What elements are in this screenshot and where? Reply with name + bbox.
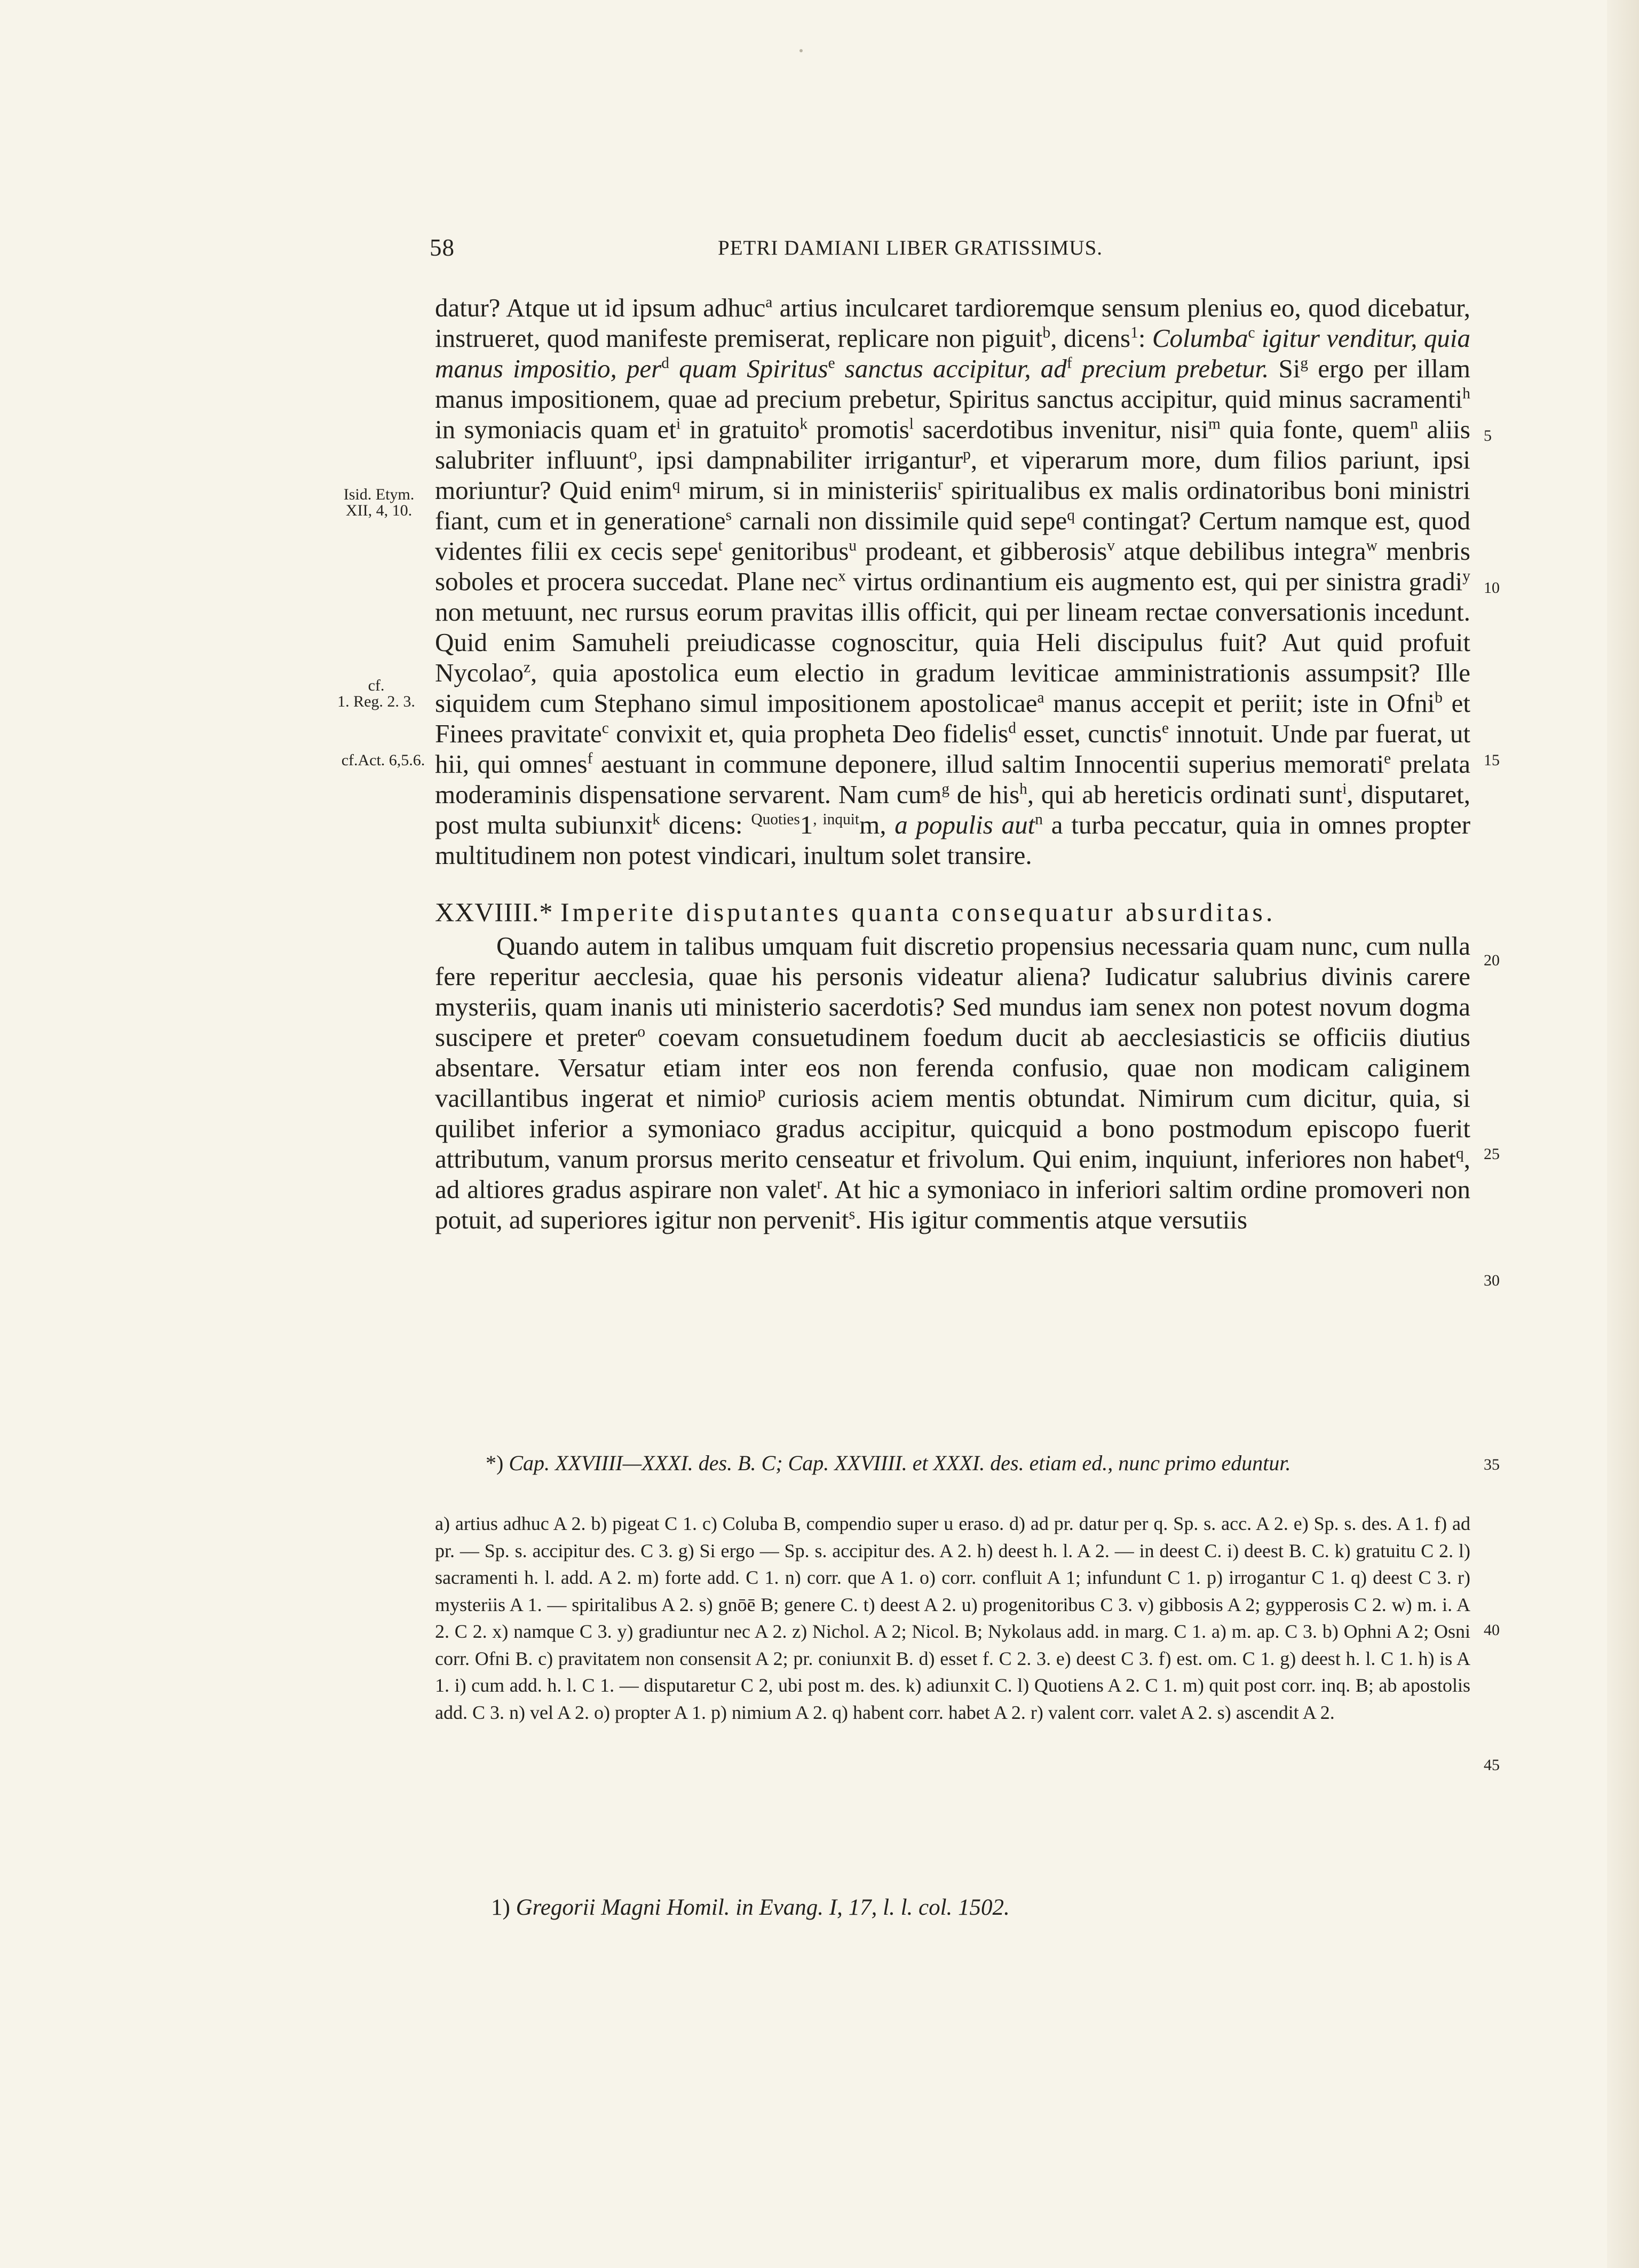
footnote-ref: c xyxy=(601,719,609,737)
body-paragraph: datur? Atque ut id ipsum adhuc$^a$ artius inculcaret tardioremque sensum plenius eo, quod dicebatur, instrueret, quod manifeste premiserat, replicare non piguit$^b$, dicens$^1$: Columba$^c$ igitur venditur, quia manus impositio, per$^d$ quam Spiritus$^e$ sanctus accipitur, $ad^f$ precium prebetur. Si$^g$ ergo per illam manus impositionem, quae ad precium prebetur, Spiritus sanctus accipitur, quid minus sacramenti$^h$ in symoniacis quam $et^i$ in gratuito$^k$ promotis$^l$ sacerdotibus invenitur, nisi$^m$ quia fonte, quem$^n$ aliis salubriter influunt$^o$, ipsi dampnabiliter irrigantur$^p$, et viperarum more, dum filios pariunt, ipsi moriuntur? Quid enim$^q$ mirum, si in ministeriis$^r$ spiritualibus ex malis ordinatoribus boni ministri fiant, cum et in generatione$^s$ carnali non dissimile quid sepe$^q$ contingat? Certum namque est, quod videntes filii ex cecis sepe$^t$ genitoribus$^u$ prodeant, et gibberosis$^v$ atque debilibus integra$^w$ menbris soboles et procera succedat. Plane nec$^x$ virtus ordinantium eis augmento est, qui per sinistra gradi$^y$ non metuunt, nec rursus eorum pravitas illis officit, qui per lineam rectae conversationis incedunt. Quid enim Samuheli preiudicasse cognoscitur, quia Heli discipulus fuit? Aut quid profuit Nycolao$^z$, quia apostolica eum electio in gradum leviticae amministrationis assumpsit? Ille siquidem cum Stephano simul impositionem apostolicae$^a$ manus accepit et periit; iste in Ofni$^b$ et Finees pravitate$^c$ convixit et, quia propheta Deo fidelis$^d$ esset, cunctis$^e$ innotuit. Unde par fuerat, ut hii, qui omnes$^f$ aestuant in commune deponere, illud saltim Innocentii superius memorati$^e$ prelata moderaminis dispensatione servarent. Nam cum$^g$ de his$^h$, qui ab hereticis ordinati sunt$^i$, disputaret, post multa subiunxit$^k$ dicens: $^{Quoties}1^{, inquit}m$, a populis aut$^n$ a turba peccatur, quia in omnes propter multitudinem non potest vindicari, inultum solet transire. xyxy=(435,293,1471,870)
footnote-ref: e xyxy=(828,354,835,372)
footnote-ref: g xyxy=(1300,354,1309,372)
line-number: 20 xyxy=(1484,951,1500,969)
footnote-ref: a xyxy=(1037,689,1044,707)
margin-note-line: XII, 4, 10. xyxy=(345,502,413,519)
footnote-ref: s xyxy=(849,1206,856,1223)
footnote-ref: e xyxy=(1384,750,1391,767)
margin-note-line: cf. xyxy=(368,677,385,694)
footnote-ref: n xyxy=(1035,811,1043,828)
footnote-ref: d xyxy=(661,354,669,372)
footnote-ref: i xyxy=(1342,780,1347,798)
footnote-ref: z xyxy=(524,659,531,676)
footnote-ref: Quoties xyxy=(751,811,800,828)
line-number: 40 xyxy=(1484,1621,1500,1639)
page-header xyxy=(430,234,1481,266)
margin-note-act xyxy=(330,752,437,768)
footnote-ref: c xyxy=(1248,324,1255,342)
footnote-ref: , inquit xyxy=(813,811,860,828)
footnote-ref: t xyxy=(718,537,723,554)
footnote-ref: h xyxy=(1462,385,1470,402)
line-number: 30 xyxy=(1484,1272,1500,1289)
footnote-ref: m xyxy=(1208,415,1221,433)
footnote-ref: e xyxy=(1162,719,1169,737)
footnote-ref: l xyxy=(909,415,914,433)
margin-note-isid xyxy=(331,487,427,519)
footnote-ref: y xyxy=(1462,567,1470,585)
footnote-ref: p xyxy=(963,446,971,463)
quotation: quam Spiritus xyxy=(669,354,828,383)
footnote-ref: k xyxy=(652,811,660,828)
footnote-ref: q xyxy=(672,476,680,494)
quotation: sanctus accipitur, ad xyxy=(835,354,1067,383)
critical-apparatus xyxy=(435,1510,1470,1726)
footnote-text: Gregorii Magni Homil. in Evang. I, 17, l. l. col. 1502. xyxy=(516,1895,1010,1920)
chapter-number: XXVIIII.* xyxy=(435,897,553,927)
footnote-ref: b xyxy=(1042,324,1051,342)
main-text xyxy=(435,292,1470,1235)
line-number: 10 xyxy=(1484,579,1500,597)
source-footnote xyxy=(491,1894,1505,1921)
margin-note-line: Isid. Etym. xyxy=(343,486,415,503)
line-number: 15 xyxy=(1484,751,1500,769)
footnote-ref: b xyxy=(1435,689,1443,707)
footnote-ref: q xyxy=(1456,1145,1464,1162)
footnote-text: Cap. XXVIIII—XXXI. des. B. C; Cap. XXVIIII. et XXXI. des. etiam ed., nunc primo eduntur. xyxy=(509,1451,1291,1475)
line-number: 5 xyxy=(1484,427,1492,445)
quotation: Columba xyxy=(1152,323,1248,353)
line-number: 45 xyxy=(1484,1756,1500,1774)
footnote-ref: h xyxy=(1019,780,1027,798)
scan-speck xyxy=(799,49,803,52)
footnote-ref: x xyxy=(838,567,846,585)
footnote-ref: i xyxy=(676,415,681,433)
footnote-ref: o xyxy=(637,1023,646,1041)
chapter-footnote xyxy=(435,1449,1470,1478)
margin-note-line: cf.Act. 6,5.6. xyxy=(341,751,425,769)
footnote-ref: r xyxy=(937,476,943,494)
footnote-ref: d xyxy=(1008,719,1016,737)
footnote-ref: u xyxy=(849,537,857,554)
footnote-ref: f xyxy=(587,750,593,767)
footnote-mark: *) xyxy=(486,1451,504,1475)
page-edge xyxy=(1607,0,1639,2268)
chapter-heading xyxy=(435,897,1470,927)
quotation: igitur venditur, quia manus impositio, per xyxy=(435,323,1470,383)
footnote-ref: w xyxy=(1366,537,1377,554)
footnote-mark: 1) xyxy=(491,1895,510,1920)
variant-readings: a) artius adhuc A 2. b) pigeat C 1. c) Coluba B, compendio super u eraso. d) ad pr. datur per q. Sp. s. acc. A 2. e) Sp. s. des. A 1. f) ad pr. — Sp. s. accipitur des. C 3. g) Si ergo — Sp. s. accipitur des. A 2. h) deest h. l. A 2. — in deest C. i) deest B. C. k) gratuitu C 2. l) sacramenti h. l. add. A 2. m) forte add. C 1. n) corr. que A 1. o) corr. confluit A 1; infundunt C 1. p) irrogantur C 1. q) deest C 3. r) mysteriis A 1. — spiritalibus A 2. s) gnōē B; genere C. t) deest A 2. u) progenitoribus C 3. v) gibbosis A 2; gypperosis C 2. w) m. i. A 2. C 2. x) namque C 3. y) gradiuntur nec A 2. z) Nichol. A 2; Nicol. B; Nykolaus add. in marg. C 1. a) m. ap. C 3. b) Ophni A 2; Osni corr. Ofni B. c) pravitatem non consensit A 2; pr. coniunxit B. d) esset f. C 2. 3. e) deest C 3. f) est. om. C 1. g) deest h. l. C 1. h) is A 1. i) cum add. h. l. C 1. — disputaretur C 2, ubi post m. des. k) adiunxit C. l) Quotiens A 2. C 1. m) quit post corr. inq. B; ab apostolis add. C 3. n) vel A 2. o) propter A 1. p) nimium A 2. q) habent corr. habet A 2. r) valent corr. valet A 2. s) ascendit A 2. xyxy=(435,1513,1470,1723)
quotation: precium prebetur. xyxy=(1072,354,1269,383)
footnote-ref: g xyxy=(941,780,950,798)
body-paragraph: Quando autem in talibus umquam fuit discretio propensius necessaria quam nunc, cum nulla fere reperitur aecclesia, quae his personis videatur aliena? Iudicatur salubrius divinis carere mysteriis, quam inanis uti ministerio sacerdotis? Sed mundus iam senex non potest novum dogma suscipere et preter$^o$ coevam consuetudinem foedum ducit ab aecclesiasticis se officiis diutius absentare. Versatur etiam inter eos non ferenda confusio, quae non modicam caliginem vacillantibus ingerat et nimio$^p$ curiosis aciem mentis obtundat. Nimirum cum dicitur, quia, si quilibet inferior a symoniaco gradus accipitur, quicquid a bono postmodum episcopo fuerit attributum, vanum prorsus merito censeatur et frivolum. Qui enim, inquiunt, inferiores non habet$^q$, ad altiores gradus aspirare non valet$^r$. At hic a symoniaco in inferiori saltim ordine promoveri non potuit, ad superiores igitur non pervenit$^s$. His igitur commentis atque versutiis xyxy=(435,931,1470,1234)
footnote-ref: q xyxy=(1067,506,1075,524)
footnote-ref: n xyxy=(1410,415,1418,433)
footnote-ref: s xyxy=(725,506,732,524)
footnote-ref: a xyxy=(765,294,773,311)
page-number: 58 xyxy=(430,234,455,261)
line-number: 35 xyxy=(1484,1456,1500,1473)
footnote-ref: p xyxy=(757,1084,766,1101)
quotation: , a populis aut xyxy=(880,810,1035,839)
footnote-ref: v xyxy=(1107,537,1115,554)
footnote-ref: r xyxy=(817,1175,822,1193)
chapter-title: Imperite disputantes quanta consequatur absurditas. xyxy=(560,897,1276,927)
line-number: 25 xyxy=(1484,1145,1500,1163)
running-title: PETRI DAMIANI LIBER GRATISSIMUS. xyxy=(718,236,1103,259)
margin-note-line: 1. Reg. 2. 3. xyxy=(337,693,415,710)
margin-note-reg xyxy=(323,678,430,710)
footnote-ref: o xyxy=(629,446,637,463)
footnote-ref: 1 xyxy=(1130,324,1138,342)
footnote-ref: k xyxy=(799,415,808,433)
footnote-ref: f xyxy=(1066,354,1072,372)
